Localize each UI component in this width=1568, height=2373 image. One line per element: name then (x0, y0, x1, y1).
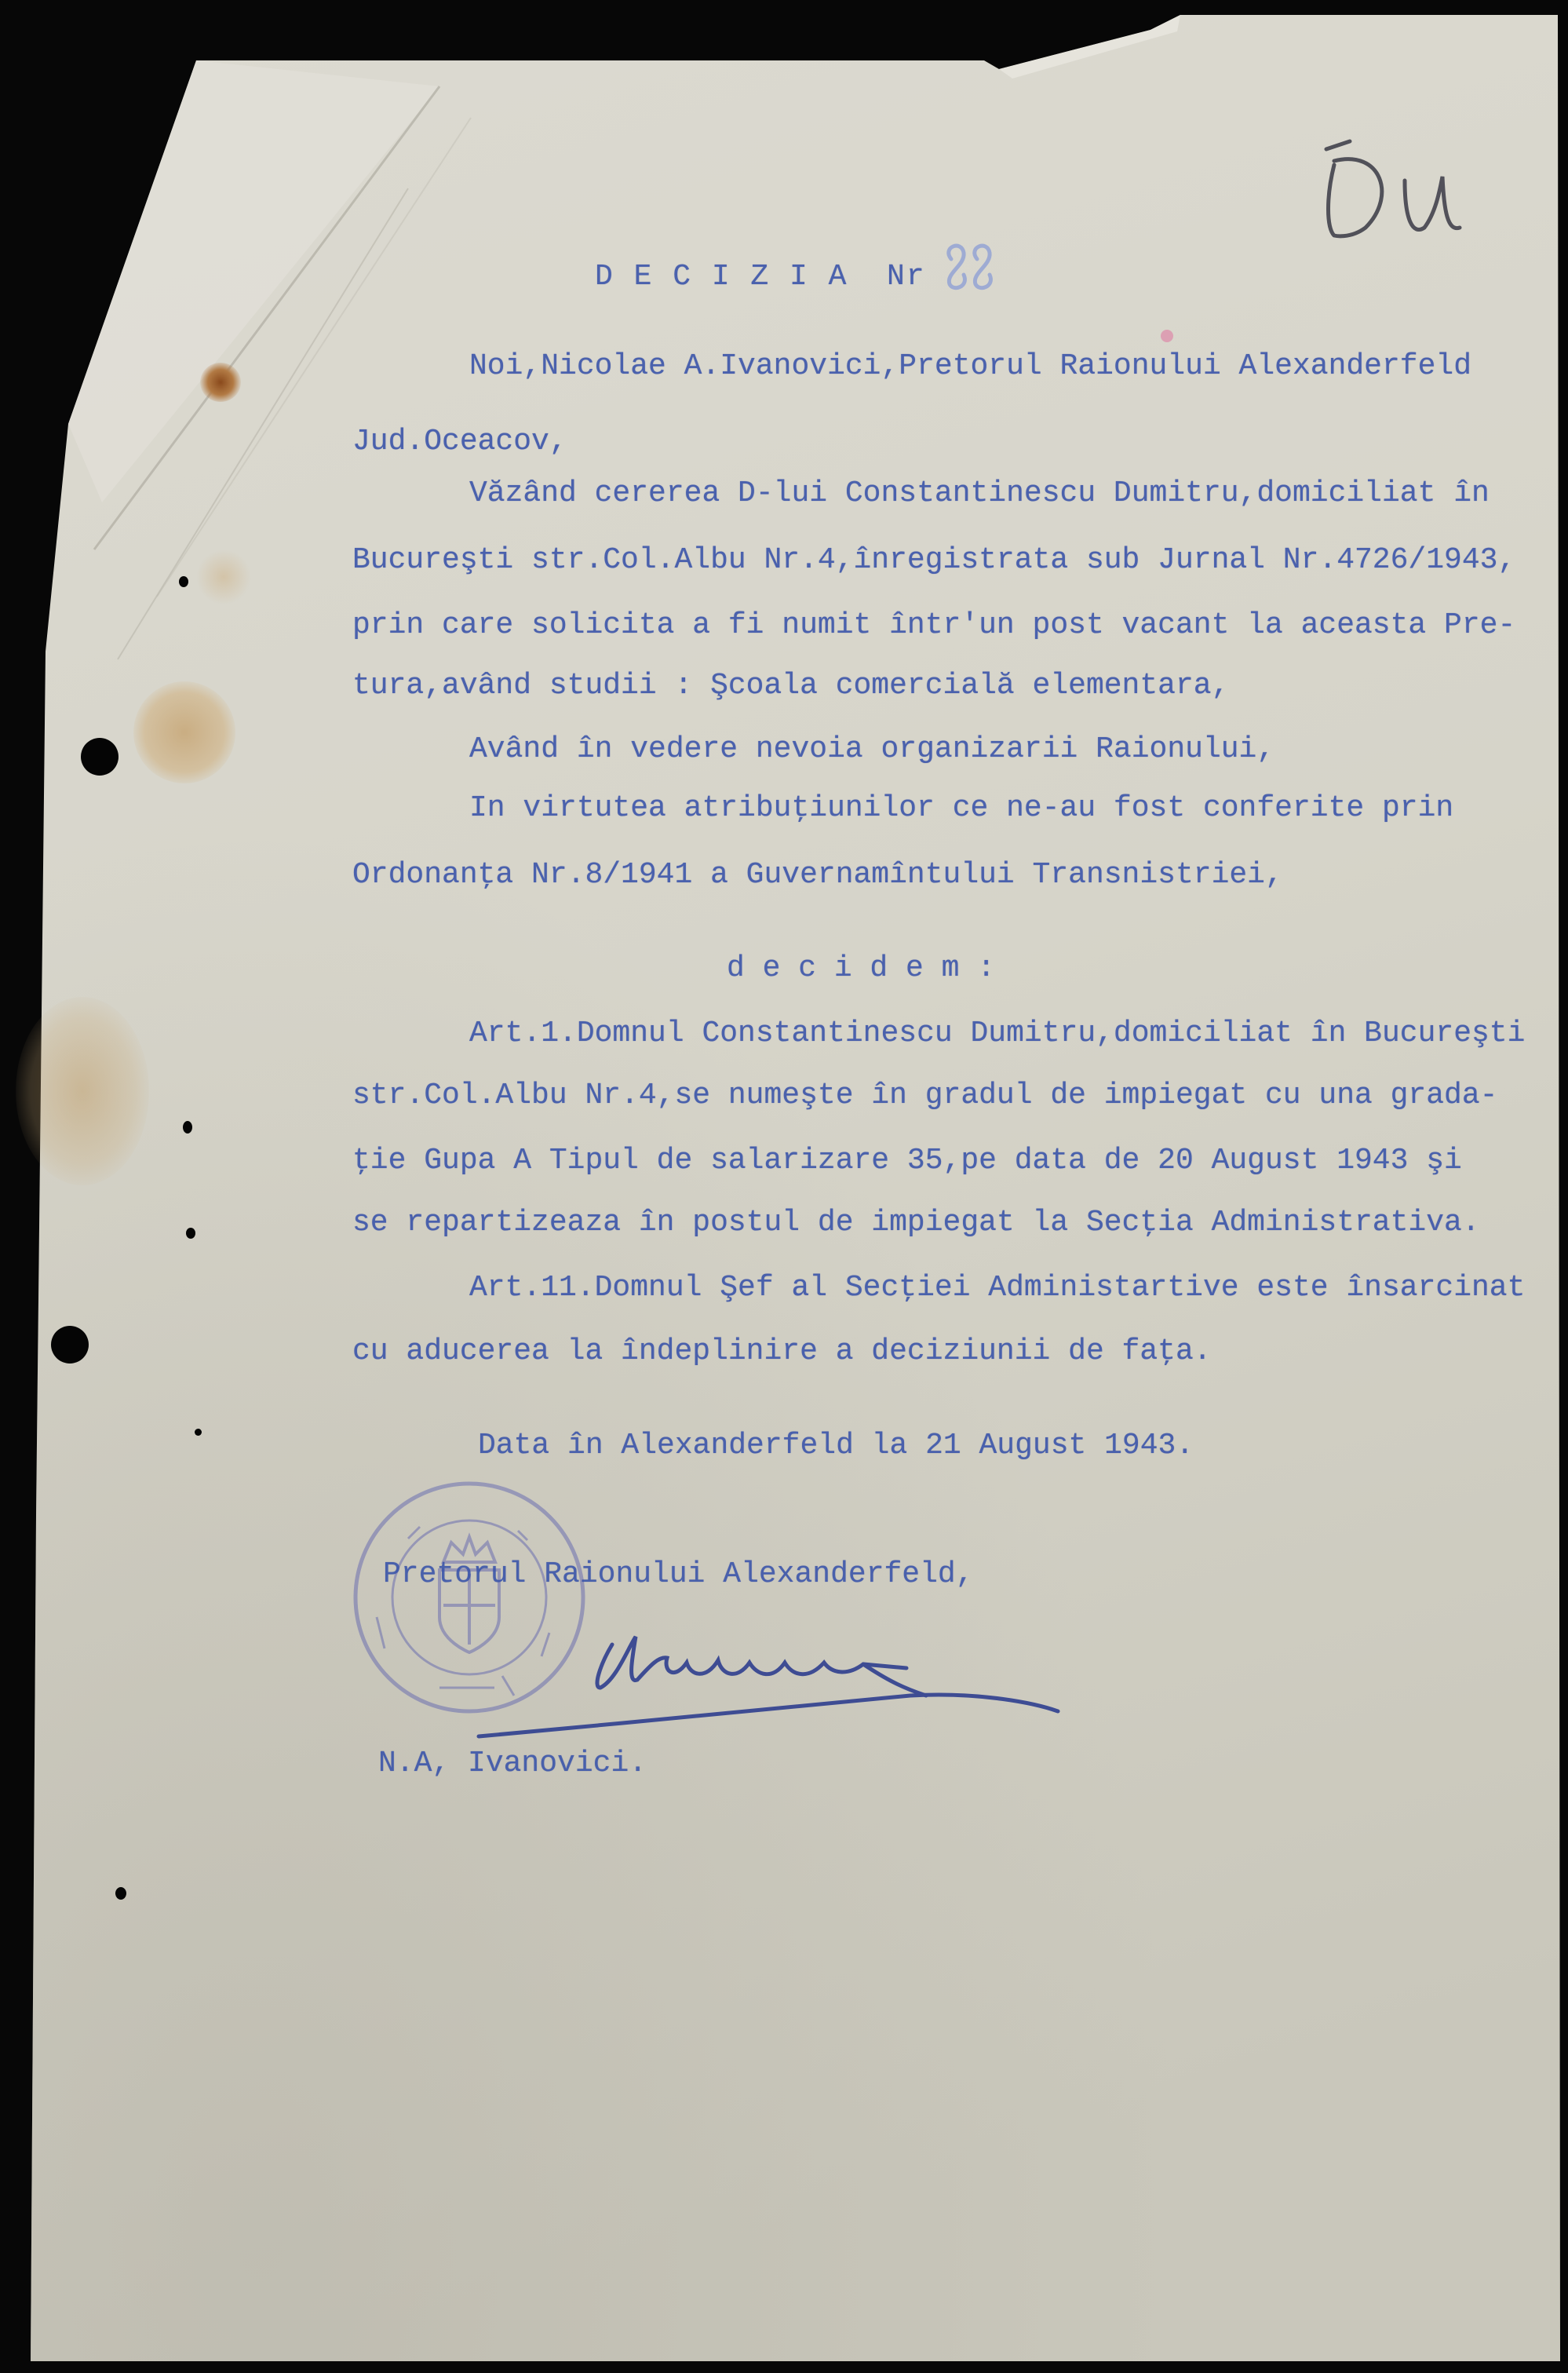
handwritten-number-mark (949, 246, 991, 288)
preamble-line: Ordonanţa Nr.8/1941 a Guvernamîntului Transnistriei, (352, 858, 1283, 892)
article-line: se repartizeaza în postul de impiegat la Secţia Administrativa. (352, 1206, 1480, 1239)
preamble-line: Văzând cererea D-lui Constantinescu Dumitru,domiciliat în (469, 476, 1490, 510)
article-line: ţie Gupa A Tipul de salarizare 35,pe data de 20 August 1943 şi (352, 1144, 1462, 1177)
preamble-line: Bucureşti str.Col.Albu Nr.4,înregistrata sub Jurnal Nr.4726/1943, (352, 543, 1516, 577)
pink-ink-spot (1161, 330, 1173, 342)
preamble-line: tura,având studii : Şcoala comercială elementara, (352, 669, 1230, 703)
preamble-line: Jud.Oceacov, (352, 425, 567, 458)
decision-heading: d e c i d e m : (727, 951, 996, 985)
date-line: Data în Alexanderfeld la 21 August 1943. (478, 1429, 1194, 1462)
article-line: Art.11.Domnul Şef al Secţiei Administartive este însarcinat (469, 1271, 1526, 1305)
signatory-name: N.A, Ivanovici. (378, 1747, 647, 1780)
coat-of-arms-icon (439, 1537, 499, 1652)
article-line: str.Col.Albu Nr.4,se numeşte în gradul de impiegat cu una grada- (352, 1079, 1498, 1112)
handwritten-signature (479, 1637, 1058, 1736)
signatory-title: Pretorul Raionului Alexanderfeld, (383, 1557, 974, 1591)
preamble-line: In virtutea atribuţiunilor ce ne-au fost conferite prin (469, 791, 1454, 825)
article-line: Art.1.Domnul Constantinescu Dumitru,domiciliat în Bucureşti (469, 1017, 1526, 1050)
article-line: cu aducerea la îndeplinire a deciziunii de faţa. (352, 1334, 1212, 1368)
top-right-handwritten-mark (1326, 141, 1460, 236)
preamble-line: Noi,Nicolae A.Ivanovici,Pretorul Raionului Alexanderfeld (469, 349, 1472, 383)
document-title: D E C I Z I A Nr (595, 260, 926, 294)
preamble-line: Având în vedere nevoia organizarii Raionului, (469, 732, 1275, 766)
official-stamp (356, 1484, 583, 1711)
preamble-line: prin care solicita a fi numit într'un post vacant la aceasta Pre- (352, 608, 1516, 642)
